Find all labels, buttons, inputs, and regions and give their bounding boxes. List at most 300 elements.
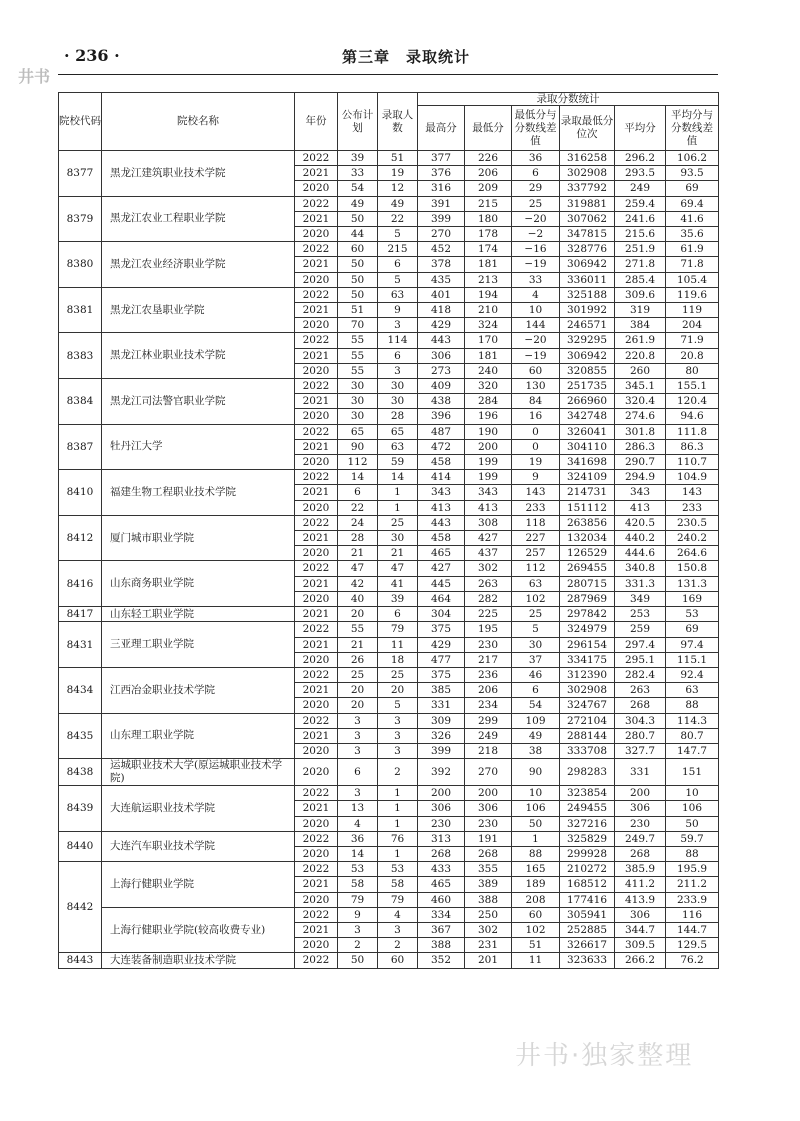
school-name: 山东商务职业学院 bbox=[102, 561, 295, 607]
cell-max: 433 bbox=[418, 862, 465, 877]
page-number: · 236 · bbox=[64, 46, 120, 65]
cell-min-diff: −16 bbox=[512, 242, 560, 257]
cell-min: 284 bbox=[465, 394, 512, 409]
cell-rank: 326041 bbox=[560, 424, 615, 439]
cell-avg-diff: 88 bbox=[666, 846, 719, 861]
cell-avg-diff: 106.2 bbox=[666, 151, 719, 166]
cell-max: 427 bbox=[418, 561, 465, 576]
cell-avg: 251.9 bbox=[615, 242, 666, 257]
cell-admit: 5 bbox=[378, 227, 418, 242]
cell-min: 225 bbox=[465, 607, 512, 622]
cell-avg: 309.5 bbox=[615, 938, 666, 953]
cell-min: 170 bbox=[465, 333, 512, 348]
cell-min-diff: 5 bbox=[512, 622, 560, 637]
cell-plan: 90 bbox=[338, 439, 378, 454]
cell-rank: 151112 bbox=[560, 500, 615, 515]
cell-avg-diff: 169 bbox=[666, 591, 719, 606]
cell-year: 2021 bbox=[295, 257, 338, 272]
cell-min-diff: 0 bbox=[512, 439, 560, 454]
cell-avg: 331 bbox=[615, 759, 666, 786]
cell-plan: 3 bbox=[338, 728, 378, 743]
cell-avg: 440.2 bbox=[615, 531, 666, 546]
cell-plan: 14 bbox=[338, 846, 378, 861]
cell-avg-diff: 105.4 bbox=[666, 272, 719, 287]
cell-min: 324 bbox=[465, 318, 512, 333]
cell-rank: 327216 bbox=[560, 816, 615, 831]
header-code: 院校代码 bbox=[59, 93, 102, 151]
cell-min-diff: 143 bbox=[512, 485, 560, 500]
cell-plan: 22 bbox=[338, 500, 378, 515]
cell-avg: 444.6 bbox=[615, 546, 666, 561]
header-avg-diff: 平均分与分数线差值 bbox=[666, 106, 719, 151]
cell-min: 320 bbox=[465, 379, 512, 394]
cell-rank: 306942 bbox=[560, 257, 615, 272]
cell-plan: 47 bbox=[338, 561, 378, 576]
cell-max: 399 bbox=[418, 743, 465, 758]
cell-rank: 323633 bbox=[560, 953, 615, 968]
cell-plan: 9 bbox=[338, 907, 378, 922]
cell-max: 429 bbox=[418, 637, 465, 652]
cell-min: 206 bbox=[465, 166, 512, 181]
cell-max: 472 bbox=[418, 439, 465, 454]
cell-min: 206 bbox=[465, 683, 512, 698]
cell-min-diff: −19 bbox=[512, 257, 560, 272]
cell-avg: 327.7 bbox=[615, 743, 666, 758]
cell-avg-diff: 35.6 bbox=[666, 227, 719, 242]
cell-plan: 51 bbox=[338, 303, 378, 318]
cell-max: 413 bbox=[418, 500, 465, 515]
cell-rank: 246571 bbox=[560, 318, 615, 333]
school-code: 8443 bbox=[59, 953, 102, 968]
cell-min: 343 bbox=[465, 485, 512, 500]
cell-avg-diff: 230.5 bbox=[666, 515, 719, 530]
cell-plan: 50 bbox=[338, 211, 378, 226]
cell-max: 392 bbox=[418, 759, 465, 786]
cell-max: 458 bbox=[418, 455, 465, 470]
cell-year: 2022 bbox=[295, 622, 338, 637]
cell-plan: 50 bbox=[338, 272, 378, 287]
cell-plan: 25 bbox=[338, 667, 378, 682]
cell-min-diff: 37 bbox=[512, 652, 560, 667]
cell-rank: 177416 bbox=[560, 892, 615, 907]
cell-year: 2020 bbox=[295, 591, 338, 606]
cell-avg-diff: 71.8 bbox=[666, 257, 719, 272]
cell-max: 306 bbox=[418, 801, 465, 816]
cell-admit: 215 bbox=[378, 242, 418, 257]
cell-avg-diff: 92.4 bbox=[666, 667, 719, 682]
school-name: 山东理工职业学院 bbox=[102, 713, 295, 759]
cell-min-diff: 109 bbox=[512, 713, 560, 728]
cell-avg: 385.9 bbox=[615, 862, 666, 877]
cell-year: 2020 bbox=[295, 500, 338, 515]
cell-max: 438 bbox=[418, 394, 465, 409]
cell-year: 2020 bbox=[295, 892, 338, 907]
cell-year: 2021 bbox=[295, 922, 338, 937]
cell-plan: 6 bbox=[338, 759, 378, 786]
cell-year: 2020 bbox=[295, 363, 338, 378]
cell-avg: 413 bbox=[615, 500, 666, 515]
cell-max: 334 bbox=[418, 907, 465, 922]
cell-min: 413 bbox=[465, 500, 512, 515]
cell-min: 230 bbox=[465, 637, 512, 652]
cell-plan: 55 bbox=[338, 348, 378, 363]
school-code: 8381 bbox=[59, 287, 102, 333]
cell-admit: 22 bbox=[378, 211, 418, 226]
cell-plan: 112 bbox=[338, 455, 378, 470]
cell-year: 2021 bbox=[295, 728, 338, 743]
cell-max: 316 bbox=[418, 181, 465, 196]
cell-avg: 280.7 bbox=[615, 728, 666, 743]
cell-avg-diff: 94.6 bbox=[666, 409, 719, 424]
cell-year: 2022 bbox=[295, 786, 338, 801]
cell-min-diff: 144 bbox=[512, 318, 560, 333]
cell-avg: 344.7 bbox=[615, 922, 666, 937]
cell-min-diff: −20 bbox=[512, 211, 560, 226]
cell-avg-diff: 119.6 bbox=[666, 287, 719, 302]
cell-min-diff: 233 bbox=[512, 500, 560, 515]
cell-min: 178 bbox=[465, 227, 512, 242]
cell-min-diff: 30 bbox=[512, 637, 560, 652]
cell-min: 282 bbox=[465, 591, 512, 606]
cell-max: 401 bbox=[418, 287, 465, 302]
cell-avg: 413.9 bbox=[615, 892, 666, 907]
cell-avg-diff: 264.6 bbox=[666, 546, 719, 561]
cell-admit: 60 bbox=[378, 953, 418, 968]
cell-max: 200 bbox=[418, 786, 465, 801]
school-code: 8440 bbox=[59, 831, 102, 861]
cell-admit: 3 bbox=[378, 713, 418, 728]
cell-rank: 306942 bbox=[560, 348, 615, 363]
cell-avg-diff: 120.4 bbox=[666, 394, 719, 409]
table-row bbox=[59, 333, 719, 348]
cell-min: 306 bbox=[465, 801, 512, 816]
cell-min: 263 bbox=[465, 576, 512, 591]
cell-admit: 14 bbox=[378, 470, 418, 485]
cell-plan: 33 bbox=[338, 166, 378, 181]
table-row bbox=[59, 515, 719, 530]
school-name: 山东轻工职业学院 bbox=[102, 607, 295, 622]
table-row bbox=[59, 379, 719, 394]
cell-avg-diff: 195.9 bbox=[666, 862, 719, 877]
cell-rank: 269455 bbox=[560, 561, 615, 576]
school-name: 三亚理工职业学院 bbox=[102, 622, 295, 668]
cell-min-diff: 227 bbox=[512, 531, 560, 546]
cell-avg-diff: 97.4 bbox=[666, 637, 719, 652]
cell-avg: 345.1 bbox=[615, 379, 666, 394]
cell-avg-diff: 80.7 bbox=[666, 728, 719, 743]
header-score-group: 录取分数统计 bbox=[418, 93, 719, 106]
cell-min: 200 bbox=[465, 439, 512, 454]
cell-admit: 114 bbox=[378, 333, 418, 348]
cell-avg-diff: 59.7 bbox=[666, 831, 719, 846]
cell-year: 2022 bbox=[295, 333, 338, 348]
school-code: 8380 bbox=[59, 242, 102, 288]
table-row bbox=[59, 424, 719, 439]
cell-min-diff: 50 bbox=[512, 816, 560, 831]
cell-max: 458 bbox=[418, 531, 465, 546]
cell-max: 391 bbox=[418, 196, 465, 211]
cell-min: 389 bbox=[465, 877, 512, 892]
cell-min: 427 bbox=[465, 531, 512, 546]
cell-year: 2022 bbox=[295, 907, 338, 922]
cell-min-diff: 36 bbox=[512, 151, 560, 166]
header-min: 最低分 bbox=[465, 106, 512, 151]
cell-year: 2022 bbox=[295, 953, 338, 968]
cell-min-diff: 112 bbox=[512, 561, 560, 576]
cell-min-diff: −2 bbox=[512, 227, 560, 242]
cell-year: 2021 bbox=[295, 394, 338, 409]
cell-max: 443 bbox=[418, 515, 465, 530]
cell-admit: 30 bbox=[378, 531, 418, 546]
cell-year: 2022 bbox=[295, 379, 338, 394]
cell-plan: 30 bbox=[338, 394, 378, 409]
cell-rank: 126529 bbox=[560, 546, 615, 561]
cell-min-diff: 6 bbox=[512, 683, 560, 698]
cell-admit: 1 bbox=[378, 786, 418, 801]
header-max: 最高分 bbox=[418, 106, 465, 151]
cell-admit: 3 bbox=[378, 922, 418, 937]
cell-admit: 2 bbox=[378, 759, 418, 786]
cell-min-diff: 102 bbox=[512, 922, 560, 937]
cell-plan: 50 bbox=[338, 257, 378, 272]
cell-plan: 3 bbox=[338, 743, 378, 758]
cell-min-diff: 88 bbox=[512, 846, 560, 861]
cell-avg: 282.4 bbox=[615, 667, 666, 682]
cell-rank: 347815 bbox=[560, 227, 615, 242]
school-code: 8379 bbox=[59, 196, 102, 242]
cell-min-diff: 208 bbox=[512, 892, 560, 907]
cell-avg: 286.3 bbox=[615, 439, 666, 454]
cell-max: 464 bbox=[418, 591, 465, 606]
cell-max: 270 bbox=[418, 227, 465, 242]
cell-max: 304 bbox=[418, 607, 465, 622]
cell-avg-diff: 63 bbox=[666, 683, 719, 698]
cell-rank: 249455 bbox=[560, 801, 615, 816]
cell-year: 2022 bbox=[295, 470, 338, 485]
cell-avg-diff: 131.3 bbox=[666, 576, 719, 591]
cell-rank: 337792 bbox=[560, 181, 615, 196]
chapter-title: 第三章 录取统计 bbox=[342, 48, 471, 66]
cell-admit: 3 bbox=[378, 318, 418, 333]
school-code: 8431 bbox=[59, 622, 102, 668]
cell-min-diff: 90 bbox=[512, 759, 560, 786]
cell-plan: 20 bbox=[338, 607, 378, 622]
cell-max: 409 bbox=[418, 379, 465, 394]
cell-rank: 272104 bbox=[560, 713, 615, 728]
school-code: 8412 bbox=[59, 515, 102, 561]
cell-avg: 320.4 bbox=[615, 394, 666, 409]
cell-min: 234 bbox=[465, 698, 512, 713]
cell-admit: 9 bbox=[378, 303, 418, 318]
school-name: 江西冶金职业技术学院 bbox=[102, 667, 295, 713]
cell-admit: 63 bbox=[378, 439, 418, 454]
cell-max: 399 bbox=[418, 211, 465, 226]
cell-plan: 30 bbox=[338, 409, 378, 424]
cell-admit: 5 bbox=[378, 272, 418, 287]
cell-avg-diff: 211.2 bbox=[666, 877, 719, 892]
cell-avg: 309.6 bbox=[615, 287, 666, 302]
school-code: 8383 bbox=[59, 333, 102, 379]
cell-year: 2020 bbox=[295, 546, 338, 561]
cell-avg: 260 bbox=[615, 363, 666, 378]
cell-year: 2022 bbox=[295, 561, 338, 576]
cell-avg: 268 bbox=[615, 846, 666, 861]
cell-rank: 287969 bbox=[560, 591, 615, 606]
cell-min-diff: 25 bbox=[512, 607, 560, 622]
school-name: 黑龙江农垦职业学院 bbox=[102, 287, 295, 333]
cell-min: 195 bbox=[465, 622, 512, 637]
table-row bbox=[59, 470, 719, 485]
cell-rank: 302908 bbox=[560, 683, 615, 698]
cell-min: 270 bbox=[465, 759, 512, 786]
school-code: 8417 bbox=[59, 607, 102, 622]
cell-min-diff: 54 bbox=[512, 698, 560, 713]
cell-min: 194 bbox=[465, 287, 512, 302]
cell-min: 199 bbox=[465, 455, 512, 470]
cell-admit: 1 bbox=[378, 816, 418, 831]
cell-avg: 259 bbox=[615, 622, 666, 637]
cell-max: 465 bbox=[418, 546, 465, 561]
cell-avg: 241.6 bbox=[615, 211, 666, 226]
cell-min: 196 bbox=[465, 409, 512, 424]
cell-admit: 3 bbox=[378, 363, 418, 378]
cell-max: 230 bbox=[418, 816, 465, 831]
school-name: 运城职业技术大学(原运城职业技术学院) bbox=[102, 759, 295, 786]
cell-year: 2022 bbox=[295, 196, 338, 211]
cell-avg: 294.9 bbox=[615, 470, 666, 485]
cell-avg: 261.9 bbox=[615, 333, 666, 348]
cell-year: 2021 bbox=[295, 683, 338, 698]
cell-min-diff: 165 bbox=[512, 862, 560, 877]
cell-avg: 349 bbox=[615, 591, 666, 606]
school-code: 8439 bbox=[59, 786, 102, 832]
cell-min: 236 bbox=[465, 667, 512, 682]
cell-rank: 168512 bbox=[560, 877, 615, 892]
cell-year: 2020 bbox=[295, 846, 338, 861]
cell-year: 2020 bbox=[295, 652, 338, 667]
cell-min-diff: 118 bbox=[512, 515, 560, 530]
cell-avg: 253 bbox=[615, 607, 666, 622]
cell-min-diff: 189 bbox=[512, 877, 560, 892]
cell-min-diff: 84 bbox=[512, 394, 560, 409]
school-code: 8416 bbox=[59, 561, 102, 607]
cell-avg-diff: 116 bbox=[666, 907, 719, 922]
cell-max: 306 bbox=[418, 348, 465, 363]
school-code: 8434 bbox=[59, 667, 102, 713]
cell-rank: 301992 bbox=[560, 303, 615, 318]
cell-min-diff: −20 bbox=[512, 333, 560, 348]
cell-min: 181 bbox=[465, 257, 512, 272]
cell-min-diff: 49 bbox=[512, 728, 560, 743]
table-body bbox=[59, 151, 719, 969]
cell-min: 213 bbox=[465, 272, 512, 287]
school-name: 牡丹江大学 bbox=[102, 424, 295, 470]
cell-rank: 280715 bbox=[560, 576, 615, 591]
cell-plan: 21 bbox=[338, 637, 378, 652]
cell-rank: 334175 bbox=[560, 652, 615, 667]
cell-admit: 1 bbox=[378, 801, 418, 816]
cell-min: 209 bbox=[465, 181, 512, 196]
cell-min: 180 bbox=[465, 211, 512, 226]
table-row bbox=[59, 667, 719, 682]
cell-rank: 297842 bbox=[560, 607, 615, 622]
cell-min-diff: 257 bbox=[512, 546, 560, 561]
cell-max: 443 bbox=[418, 333, 465, 348]
cell-avg: 411.2 bbox=[615, 877, 666, 892]
school-code: 8377 bbox=[59, 151, 102, 197]
cell-avg-diff: 114.3 bbox=[666, 713, 719, 728]
cell-avg-diff: 151 bbox=[666, 759, 719, 786]
cell-plan: 20 bbox=[338, 683, 378, 698]
cell-avg: 295.1 bbox=[615, 652, 666, 667]
cell-admit: 65 bbox=[378, 424, 418, 439]
cell-avg-diff: 110.7 bbox=[666, 455, 719, 470]
cell-min-diff: 106 bbox=[512, 801, 560, 816]
cell-rank: 328776 bbox=[560, 242, 615, 257]
cell-rank: 325188 bbox=[560, 287, 615, 302]
cell-plan: 24 bbox=[338, 515, 378, 530]
cell-rank: 288144 bbox=[560, 728, 615, 743]
cell-min-diff: 16 bbox=[512, 409, 560, 424]
cell-min-diff: 46 bbox=[512, 667, 560, 682]
cell-admit: 21 bbox=[378, 546, 418, 561]
cell-rank: 305941 bbox=[560, 907, 615, 922]
cell-year: 2022 bbox=[295, 862, 338, 877]
cell-admit: 25 bbox=[378, 667, 418, 682]
school-name: 黑龙江农业经济职业学院 bbox=[102, 242, 295, 288]
cell-admit: 79 bbox=[378, 622, 418, 637]
cell-min-diff: 29 bbox=[512, 181, 560, 196]
cell-avg: 274.6 bbox=[615, 409, 666, 424]
cell-min: 231 bbox=[465, 938, 512, 953]
cell-admit: 5 bbox=[378, 698, 418, 713]
cell-min: 174 bbox=[465, 242, 512, 257]
cell-avg: 200 bbox=[615, 786, 666, 801]
cell-min: 302 bbox=[465, 922, 512, 937]
cell-rank: 307062 bbox=[560, 211, 615, 226]
cell-plan: 55 bbox=[338, 363, 378, 378]
cell-avg-diff: 10 bbox=[666, 786, 719, 801]
cell-avg: 268 bbox=[615, 698, 666, 713]
cell-year: 2022 bbox=[295, 151, 338, 166]
cell-admit: 53 bbox=[378, 862, 418, 877]
cell-plan: 20 bbox=[338, 698, 378, 713]
cell-avg-diff: 86.3 bbox=[666, 439, 719, 454]
cell-min: 299 bbox=[465, 713, 512, 728]
school-code: 8410 bbox=[59, 470, 102, 516]
cell-rank: 333708 bbox=[560, 743, 615, 758]
school-name: 厦门城市职业学院 bbox=[102, 515, 295, 561]
cell-year: 2021 bbox=[295, 531, 338, 546]
cell-avg-diff: 119 bbox=[666, 303, 719, 318]
cell-admit: 41 bbox=[378, 576, 418, 591]
cell-max: 465 bbox=[418, 877, 465, 892]
top-watermark: 井书 bbox=[18, 67, 51, 86]
cell-rank: 325829 bbox=[560, 831, 615, 846]
header-plan: 公布计划 bbox=[338, 93, 378, 151]
table-row bbox=[59, 786, 719, 801]
cell-plan: 3 bbox=[338, 713, 378, 728]
cell-min-diff: 33 bbox=[512, 272, 560, 287]
cell-year: 2022 bbox=[295, 713, 338, 728]
cell-rank: 324979 bbox=[560, 622, 615, 637]
cell-min: 240 bbox=[465, 363, 512, 378]
cell-avg: 263 bbox=[615, 683, 666, 698]
cell-max: 396 bbox=[418, 409, 465, 424]
cell-max: 487 bbox=[418, 424, 465, 439]
cell-avg: 306 bbox=[615, 907, 666, 922]
cell-plan: 55 bbox=[338, 622, 378, 637]
